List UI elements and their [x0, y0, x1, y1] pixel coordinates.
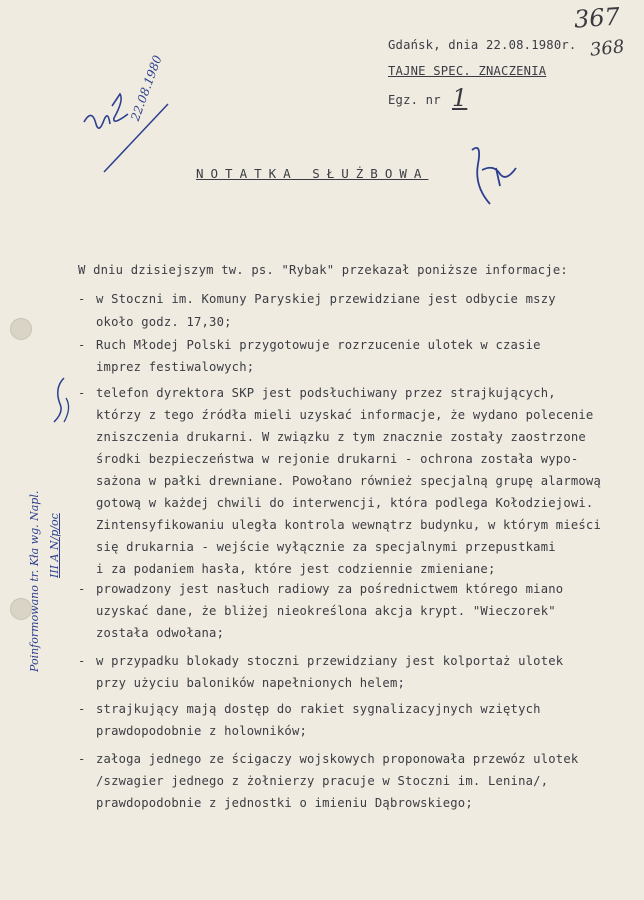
item-dash: - [78, 582, 86, 596]
item-7-line-1: załoga jednego ze ścigaczy wojskowych proponowała przewóz ulotek [96, 752, 579, 766]
item-4-line-2: uzyskać dane, że bliżej nieokreślona akcja krypt. "Wieczorek" [96, 604, 556, 618]
item-3-line-3: zniszczenia drukarni. W związku z tym znacznie zostały zaostrzone [96, 430, 586, 444]
item-dash: - [78, 752, 86, 766]
item-3-line-6: gotową w każdej chwili do interwencji, która podlega Kołodziejowi. [96, 496, 594, 510]
initial-scribble-mark [84, 94, 128, 128]
item-dash: - [78, 654, 86, 668]
left-vertical-note: Poinformowano tr. Kła wg. Napl. [28, 490, 41, 672]
item-2-line-2: imprez festiwalowych; [96, 360, 255, 374]
document-title: NOTATKA SŁUŻBOWA [196, 166, 429, 181]
item-7-line-3: prawdopodobnie z jednostki o imieniu Dąbrowskiego; [96, 796, 473, 810]
item-4-line-3: została odwołana; [96, 626, 225, 640]
item-5-line-2: przy użyciu baloników napełnionych helem; [96, 676, 406, 690]
archive-number-367: 367 [573, 2, 621, 34]
item-3-line-5: sażona w pałki drewniane. Powołano również specjalną grupę alarmową [96, 474, 602, 488]
place-date: Gdańsk, dnia 22.08.1980r. [388, 38, 577, 52]
item-6-line-1: strajkujący mają dostęp do rakiet sygnalizacyjnych wziętych [96, 702, 541, 716]
left-vertical-note-2: III A N/p/oc [48, 513, 61, 578]
item-dash: - [78, 702, 86, 716]
signature-mark [472, 148, 516, 204]
item-3-line-4: środki bezpieczeństwa w rejonie drukarni - ochrona została wypo- [96, 452, 579, 466]
margin-check-mark-1 [54, 378, 64, 422]
item-6-line-2: prawdopodobnie z holowników; [96, 724, 308, 738]
item-dash: - [78, 386, 86, 400]
item-2-line-1: Ruch Młodej Polski przygotowuje rozrzucenie ulotek w czasie [96, 338, 541, 352]
item-dash: - [78, 338, 86, 352]
copy-label: Egz. nr [388, 93, 441, 107]
classification: TAJNE SPEC. ZNACZENIA [388, 64, 547, 78]
item-3-line-9: i za podaniem hasła, które jest codziennie zmieniane; [96, 562, 496, 576]
item-5-line-1: w przypadku blokady stoczni przewidziany jest kolportaż ulotek [96, 654, 564, 668]
handwritten-date-note: 22.08.1980 [128, 53, 165, 123]
intro-line: W dniu dzisiejszym tw. ps. "Rybak" przekazał poniższe informacje: [78, 263, 568, 277]
item-3-line-2: którzy z tego źródła mieli uzyskać informacje, że wydano polecenie [96, 408, 594, 422]
item-7-line-2: /szwagier jednego z żołnierzy pracuje w Stoczni im. Lenina/, [96, 774, 549, 788]
item-1-line-1: w Stoczni im. Komuny Paryskiej przewidziane jest odbycie mszy [96, 292, 556, 306]
item-dash: - [78, 292, 86, 306]
archive-number-368: 368 [588, 36, 626, 61]
copy-number: 1 [452, 84, 468, 112]
item-1-line-2: około godz. 17,30; [96, 315, 232, 329]
item-3-line-8: się drukarnia - wejście wyłącznie za specjalnymi przepustkami [96, 540, 556, 554]
item-4-line-1: prowadzony jest nasłuch radiowy za pośrednictwem którego miano [96, 582, 564, 596]
item-3-line-1: telefon dyrektora SKP jest podsłuchiwany przez strajkujących, [96, 386, 556, 400]
margin-check-mark-2 [64, 398, 69, 422]
item-3-line-7: Zintensyfikowaniu uległa kontrola wewnątrz budynku, w którym mieści [96, 518, 602, 532]
